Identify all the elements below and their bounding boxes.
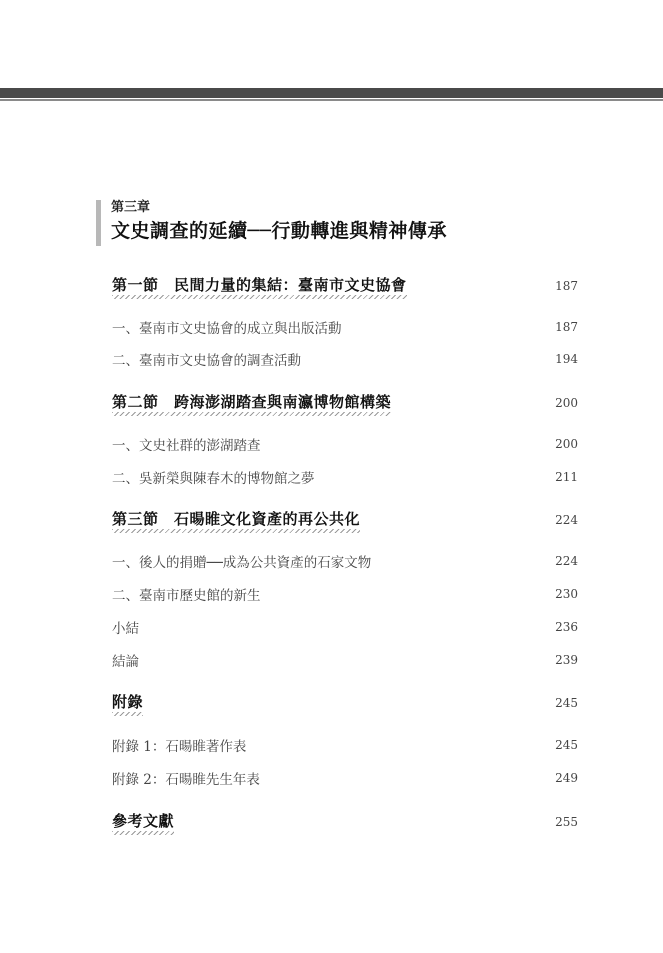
toc-entry-page: 200: [555, 396, 578, 410]
toc-entry-title: 一、臺南市文史協會的成立與出版活動: [112, 321, 342, 337]
toc-entry-title: 二、吳新榮與陳春木的博物館之夢: [112, 471, 315, 487]
toc-entry-page: 224: [555, 554, 578, 568]
toc-entry-page: 245: [555, 738, 578, 752]
toc-entry-page: 211: [555, 470, 578, 484]
toc-section-3[interactable]: [112, 507, 578, 533]
toc-entry-title: 附錄 1：石暘睢著作表: [112, 739, 247, 755]
toc-entry-title: 第三節 石暘睢文化資產的再公共化: [112, 508, 360, 533]
chapter-label: 第三章: [111, 200, 151, 215]
toc-item[interactable]: [112, 647, 578, 673]
toc-section-references[interactable]: [112, 809, 578, 835]
toc-entry-title: 附錄: [112, 691, 143, 716]
toc-item[interactable]: [112, 732, 578, 758]
toc-entry-page: 236: [555, 620, 578, 634]
chapter-title: 文史調查的延續──行動轉進與精神傳承: [111, 220, 447, 242]
toc-entry-title: 附錄 2：石暘睢先生年表: [112, 772, 260, 788]
toc-item[interactable]: [112, 548, 578, 574]
toc-entry-title: 二、臺南市歷史館的新生: [112, 588, 261, 604]
chapter-heading: [96, 200, 447, 246]
toc-section-1[interactable]: [112, 273, 578, 299]
toc-item[interactable]: [112, 431, 578, 457]
toc-entry-page: 239: [555, 653, 578, 667]
toc-entry-title: 一、文史社群的澎湖踏查: [112, 438, 261, 454]
toc-entry-page: 230: [555, 587, 578, 601]
toc-entry-page: 255: [555, 815, 578, 829]
toc-entry-page: 187: [555, 320, 578, 334]
toc-entry-title: 一、後人的捐贈──成為公共資產的石家文物: [112, 555, 372, 571]
toc-entry-page: 224: [555, 513, 578, 527]
toc-item[interactable]: [112, 614, 578, 640]
toc-section-appendix[interactable]: [112, 690, 578, 716]
toc-item[interactable]: [112, 346, 578, 372]
toc-entry-page: 249: [555, 771, 578, 785]
toc-section-2[interactable]: [112, 390, 578, 416]
toc-item[interactable]: [112, 314, 578, 340]
header-rule: [0, 88, 663, 98]
toc-entry-title: 第二節 跨海澎湖踏查與南瀛博物館構築: [112, 391, 391, 416]
toc-item[interactable]: [112, 464, 578, 490]
toc-entry-title: 參考文獻: [112, 810, 174, 835]
toc-item[interactable]: [112, 581, 578, 607]
toc-entry-title: 二、臺南市文史協會的調查活動: [112, 353, 301, 369]
toc-entry-page: 200: [555, 437, 578, 451]
toc-entry-page: 194: [555, 352, 578, 366]
toc-entry-page: 187: [555, 279, 578, 293]
toc-item[interactable]: [112, 765, 578, 791]
toc-entry-title: 第一節 民間力量的集結：臺南市文史協會: [112, 274, 407, 299]
toc-entry-title: 小結: [112, 621, 139, 637]
toc-entry-page: 245: [555, 696, 578, 710]
toc-entry-title: 結論: [112, 654, 139, 670]
